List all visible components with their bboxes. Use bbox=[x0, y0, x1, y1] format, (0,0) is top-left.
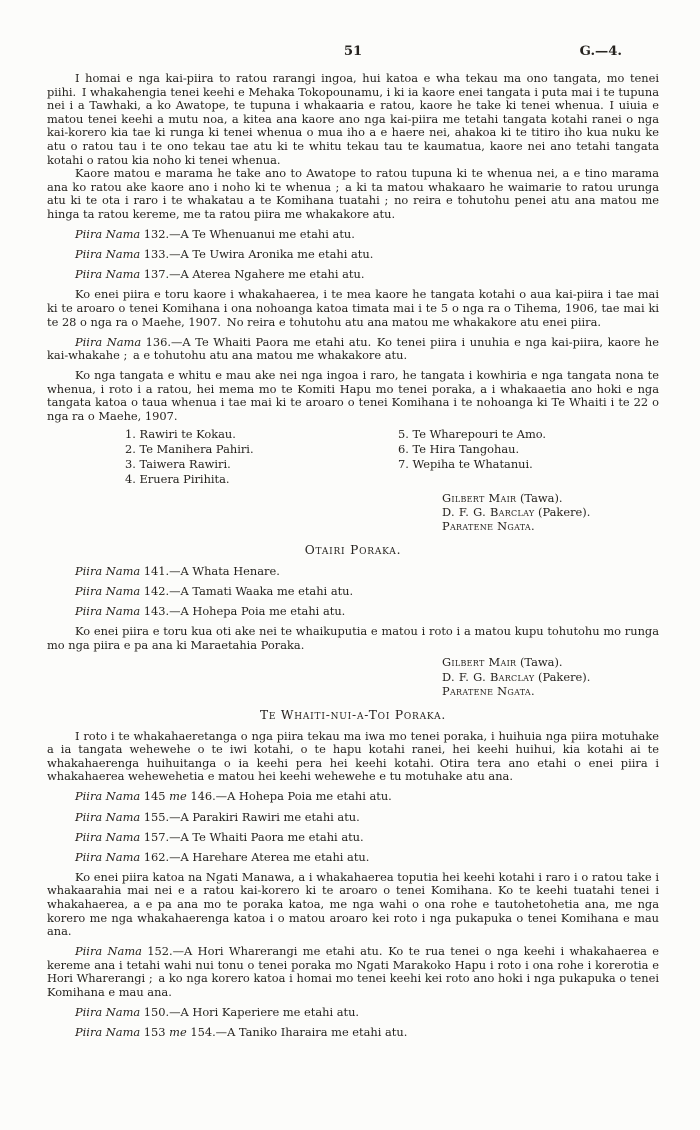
piira-entry-label: Piira Nama bbox=[75, 1025, 141, 1040]
piira-entry-label: Piira Nama bbox=[75, 1005, 141, 1020]
paragraph-1: I homai e nga kai-piira to ratou rarangi ingoa, hui katoa e wha tekau ma ono tangata, mo tenei piihi. I whakahengia tenei keehi e Mehaka Tokopounamu, i ki ia kaore enei tangata i puta mai i te tupuna nei i a Tawhaki, a ko Awatope, te tupuna i whakaaria e ratou, kaore he take ki tenei whenua. I uiuia e matou tenei keehi a mutu noa, a kitea ana kaore ano nga kai-piira me tetahi tangata kotahi ranei o nga kai-korero kia tae ki runga ki tenei whenua o mua iho a e haere nei, ahakoa ki te titiro iho kua nuku ke atu o ratou tau i te ono tekau tae atu ki te whitu tekau tau te kaumatua, kaore nei ano tetahi tangata kotahi o ratou kia noho ki tenei whenua. bbox=[47, 71, 659, 167]
piira-entry-conjunction: me bbox=[169, 789, 187, 804]
piira-entry-162 bbox=[47, 851, 659, 865]
list-item: 3. Taiwera Rawiri. bbox=[125, 456, 231, 471]
signature bbox=[442, 670, 659, 684]
paragraph-6: I roto i te whakahaeretanga o nga piira tekau ma iwa mo tenei poraka, i huihuia nga piira motuhake a ia tangata wehewehe o te iwi kotahi, o te hapu kotahi ranei, hei keehi huihui, kia kotahi ai te whakahaerenga huihuitanga o ia keehi pera hei keehi kotahi. Otira tera ano etahi o enei piira i whakahaerea wehewehetia e matou hei keehi wehewehe e tu motuhake atu ana. bbox=[47, 728, 659, 784]
piira-entry-153-154 bbox=[47, 1026, 659, 1040]
piira-entry-142 bbox=[47, 585, 659, 599]
piira-entry-136 bbox=[47, 336, 659, 363]
piira-entry-152 bbox=[47, 945, 659, 999]
piira-entry-label: Piira Nama bbox=[75, 563, 141, 578]
signature bbox=[442, 491, 659, 505]
piira-entry-141 bbox=[47, 565, 659, 579]
piira-entry-text: 162.—A Harehare Aterea me etahi atu. bbox=[140, 849, 370, 864]
piira-entry-label: Piira Nama bbox=[75, 789, 141, 804]
piira-entry-label: Piira Nama bbox=[75, 944, 142, 959]
signature bbox=[442, 655, 659, 669]
piira-entry-text: 146.—A Hohepa Poia me etahi atu. bbox=[186, 789, 392, 804]
piira-entry-text: 132.—A Te Whenuanui me etahi atu. bbox=[140, 227, 355, 242]
signatory-suffix: (Pakere). bbox=[534, 504, 591, 519]
page-number: 51 bbox=[343, 44, 363, 59]
signatory-suffix: (Tawa). bbox=[516, 655, 563, 670]
paragraph-4: Ko nga tangata e whitu e mau ake nei nga ingoa i raro, he tangata i kowhiria e nga tangata nona te whenua, i roto i a ratou, hei mema mo te Komiti Hapu mo tenei poraka, a i whakaaetia ano hoki e nga tangata katoa o taua whenua i tae mai ki te aroaro o tenei Komihana i te nohoanga ki Te Whaiti i te 22 o nga ra o Maehe, 1907. bbox=[47, 368, 659, 424]
signature-block-2 bbox=[442, 655, 659, 698]
list-item: 1. Rawiri te Kokau. bbox=[125, 426, 236, 441]
signatory-suffix: (Pakere). bbox=[534, 669, 591, 684]
piira-entry-label: Piira Nama bbox=[75, 227, 141, 242]
signature bbox=[442, 684, 659, 698]
signature-block-1 bbox=[442, 491, 659, 534]
committee-list-left-column bbox=[125, 427, 398, 487]
paragraph-3: Ko enei piira e toru kaore i whakahaerea, i te mea kaore he tangata kotahi o aua kai-piira i tae mai ki te aroaro o tenei Komihana i ona nohoanga katoa timata mai i te 5 o nga ra o Tihema, 1906, tae mai ki te 28 o nga ra o Maehe, 1907. No reira e tohutohu atu ana matou me whakakore atu enei piira. bbox=[47, 287, 659, 329]
piira-entry-label: Piira Nama bbox=[75, 247, 141, 262]
signatory-name: D. F. G. Barclay bbox=[442, 504, 535, 519]
signatory-name: Gilbert Mair bbox=[442, 490, 517, 505]
list-item: 4. Eruera Pirihita. bbox=[125, 471, 230, 486]
signatory-name: Paratene Ngata bbox=[442, 519, 532, 534]
piira-entry-conjunction: me bbox=[169, 1025, 187, 1040]
signatory-suffix: . bbox=[531, 519, 535, 534]
piira-entry-text: 141.—A Whata Henare. bbox=[140, 563, 280, 578]
page-header bbox=[47, 44, 659, 60]
paragraph-5: Ko enei piira e toru kua oti ake nei te whaikuputia e matou i roto i a matou kupu tohutohu mo runga mo nga piira e pa ana ki Maraetahia Poraka. bbox=[47, 624, 659, 652]
piira-entry-133 bbox=[47, 248, 659, 262]
piira-entry-137 bbox=[47, 268, 659, 282]
section-heading-otairi: Otairi Poraka. bbox=[304, 543, 402, 558]
signatory-suffix: . bbox=[531, 683, 535, 698]
list-item: 7. Wepiha te Whatanui. bbox=[398, 456, 533, 471]
signatory-name: D. F. G. Barclay bbox=[442, 669, 535, 684]
signature bbox=[442, 505, 659, 519]
list-item: 5. Te Wharepouri te Amo. bbox=[398, 426, 547, 441]
piira-entry-text: 143.—A Hohepa Poia me etahi atu. bbox=[140, 604, 346, 619]
piira-entry-text: 153 bbox=[140, 1025, 170, 1040]
piira-entry-label: Piira Nama bbox=[75, 604, 141, 619]
committee-list-right-column bbox=[398, 427, 546, 487]
piira-entry-text: 133.—A Te Uwira Aronika me etahi atu. bbox=[140, 247, 374, 262]
piira-entry-132 bbox=[47, 228, 659, 242]
piira-entry-text: 152.—A Hori Wharerangi me etahi atu. Ko te rua tenei o nga keehi i whakahaerea e kereme ana i tetahi wahi nui tonu o tenei poraka mo Ngati Marakoko Hapu i roto i ona rohe i korerotia e Hori Wharerangi ; a ko nga korero katoa i homai mo tenei keehi kei roto ano hoki i nga pukapuka o tenei Komihana e mau ana. bbox=[47, 944, 659, 1000]
piira-entry-label: Piira Nama bbox=[75, 829, 141, 844]
paragraph-2: Kaore matou e marama he take ano to Awatope to ratou tupuna ki te whenua nei, a e tino marama ana ko ratou ake kaore ano i noho ki te whenua ; a ki ta matou whakaaro he waimarie to ratou urunga atu ki te ota i raro i te whakatau a te Komihana tuatahi ; no reira e tohutohu penei atu ana matou me hinga ta ratou kereme, me ta ratou piira me whakakore atu. bbox=[47, 166, 659, 221]
piira-entry-text: 137.—A Aterea Ngahere me etahi atu. bbox=[140, 267, 365, 282]
committee-list bbox=[47, 427, 659, 487]
piira-entry-label: Piira Nama bbox=[75, 334, 142, 349]
piira-entry-145-146 bbox=[47, 790, 659, 804]
signatory-name: Gilbert Mair bbox=[442, 655, 517, 670]
piira-entry-155 bbox=[47, 811, 659, 825]
piira-entry-label: Piira Nama bbox=[75, 267, 141, 282]
piira-entry-label: Piira Nama bbox=[75, 809, 141, 824]
piira-entry-150 bbox=[47, 1006, 659, 1020]
piira-entry-text: 145 bbox=[140, 789, 170, 804]
signature bbox=[442, 519, 659, 533]
doc-reference: G.—4. bbox=[579, 44, 622, 59]
piira-entry-143 bbox=[47, 605, 659, 619]
piira-entry-text: 150.—A Hori Kaperiere me etahi atu. bbox=[140, 1005, 360, 1020]
piira-entry-157 bbox=[47, 831, 659, 845]
piira-entry-text: 142.—A Tamati Waaka me etahi atu. bbox=[140, 583, 354, 598]
piira-entry-label: Piira Nama bbox=[75, 583, 141, 598]
piira-entry-text: 157.—A Te Whaiti Paora me etahi atu. bbox=[140, 829, 364, 844]
list-item: 2. Te Manihera Pahiri. bbox=[125, 441, 254, 456]
signatory-name: Paratene Ngata bbox=[442, 683, 532, 698]
section-heading-te-whaiti: Te Whaiti-nui-a-Toi Poraka. bbox=[259, 707, 447, 722]
piira-entry-text: 136.—A Te Whaiti Paora me etahi atu. Ko tenei piira i unuhia e nga kai-piira, kaore he kai-whakahe ; a e tohutohu atu ana matou me whakakore atu. bbox=[47, 334, 659, 363]
signatory-suffix: (Tawa). bbox=[516, 490, 563, 505]
piira-entry-label: Piira Nama bbox=[75, 849, 141, 864]
piira-entry-text: 155.—A Parakiri Rawiri me etahi atu. bbox=[140, 809, 360, 824]
list-item: 6. Te Hira Tangohau. bbox=[398, 441, 520, 456]
paragraph-7: Ko enei piira katoa na Ngati Manawa, a i whakahaerea toputia hei keehi kotahi i raro i o ratou take i whakaarahia mai nei e a ratou kai-korero ki te aroaro o tenei Komihana. Ko te keehi tuatahi tenei i whakahaerea, a e pa ana mo te poraka katoa, me nga wahi o ona rohe e tautohetohetia ana, me nga korero me nga whakahaerenga katoa i o matou aroaro kei roto i nga pukapuka o tenei Komihana e mau ana. bbox=[47, 869, 659, 939]
piira-entry-text: 154.—A Taniko Iharaira me etahi atu. bbox=[186, 1025, 408, 1040]
